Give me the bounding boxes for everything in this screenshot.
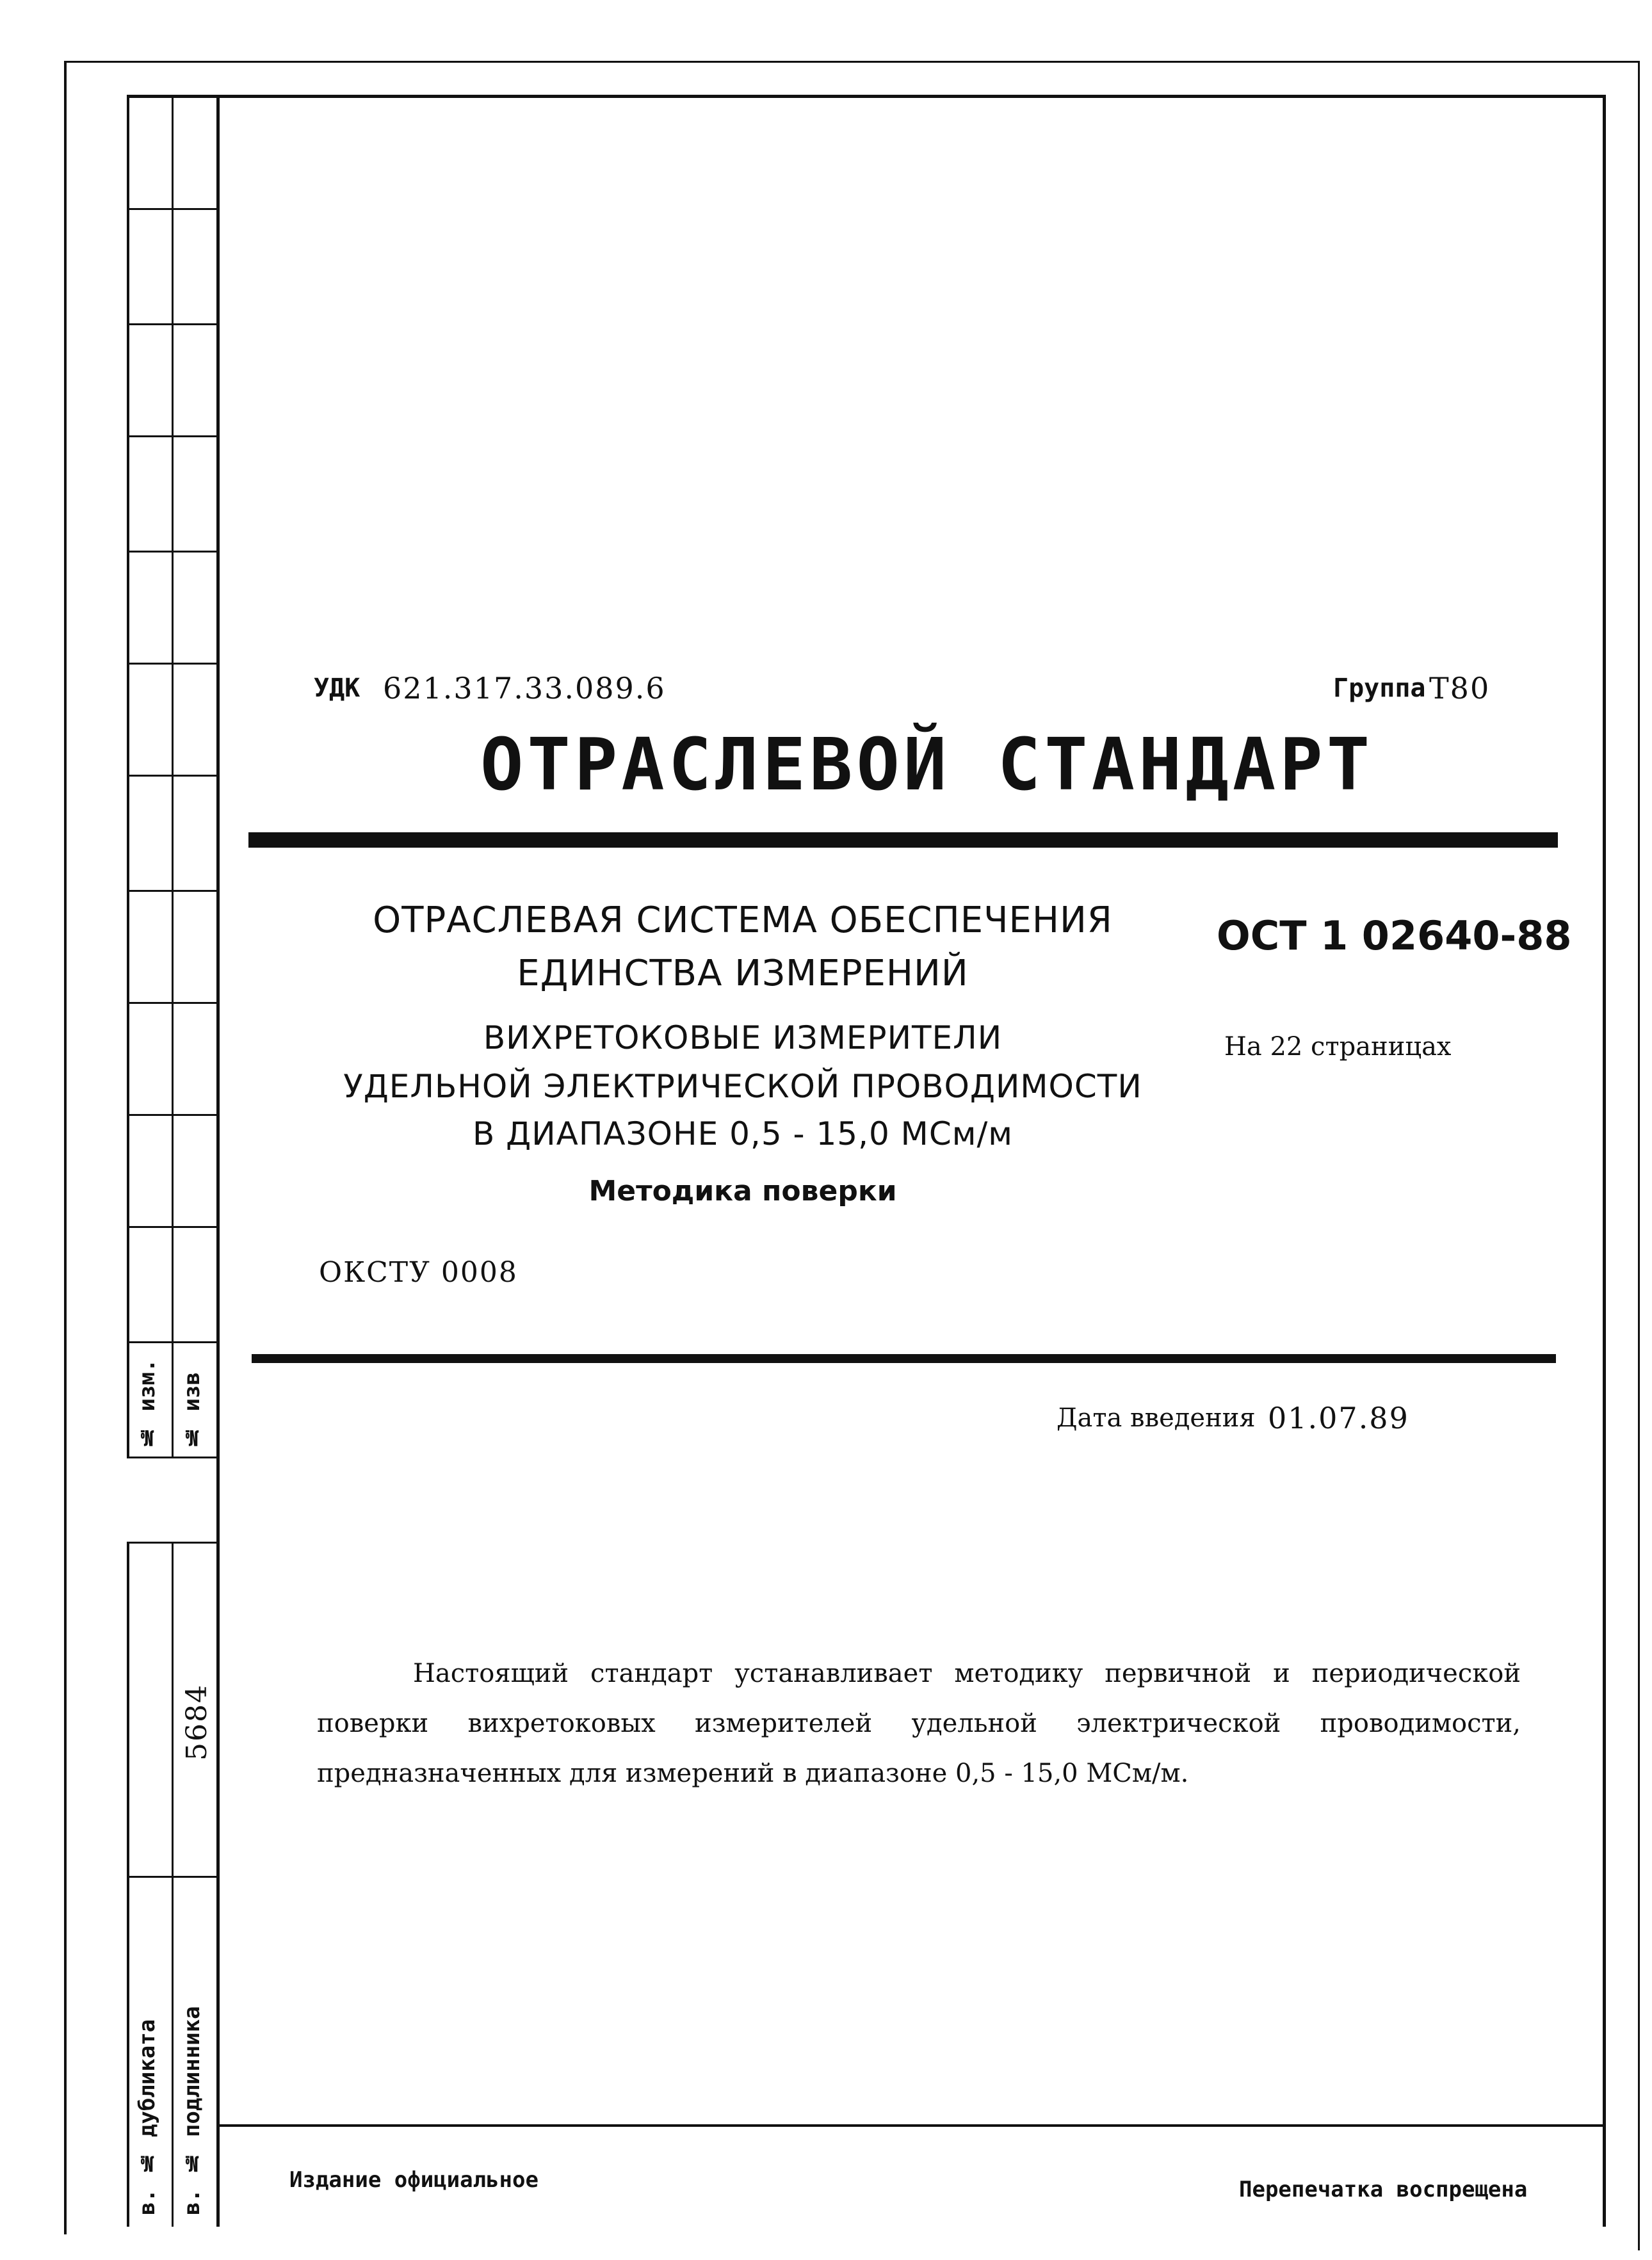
stamp-original-inv: в. № подлинника: [179, 2006, 205, 2215]
section-rule: [252, 1354, 1556, 1363]
frame-inner-top: [127, 95, 1606, 98]
body-text: [317, 1649, 1521, 1798]
subject-line-2: УДЕЛЬНОЙ ЭЛЕКТРИЧЕСКОЙ ПРОВОДИМОСТИ: [343, 1068, 1142, 1105]
stamp-row-line: [127, 551, 220, 553]
stamp-row-line: [127, 663, 220, 665]
page-count: На 22 страницах: [1224, 1032, 1452, 1061]
stamp-change-no: № изм.: [134, 1359, 160, 1450]
stamp-row-line: [127, 323, 220, 325]
stamp-duplicate-inv: в. № дубликата: [134, 2019, 160, 2215]
stamp-row-line: [127, 1002, 220, 1004]
stamp-col-mid: [172, 95, 174, 1458]
stamp-row-line: [127, 775, 220, 777]
system-line-1: ОТРАСЛЕВАЯ СИСТЕМА ОБЕСПЕЧЕНИЯ: [373, 900, 1113, 941]
system-line-2: ЕДИНСТВА ИЗМЕРЕНИЙ: [517, 953, 969, 994]
title-rule: [248, 832, 1558, 848]
stamp-col-left-lower: [127, 1542, 129, 2227]
frame-outer-left: [64, 61, 67, 2234]
stamp-divider-lower: [127, 1876, 220, 1878]
stamp-gap-bottom: [127, 1457, 220, 1458]
stamp-row-line: [127, 890, 220, 892]
udk-value: 621.317.33.089.6: [383, 671, 666, 706]
stamp-notice-no: № изв: [179, 1372, 205, 1450]
document-title: ОТРАСЛЕВОЙ СТАНДАРТ: [480, 723, 1374, 807]
ost-designation: ОСТ 1 02640-88: [1217, 912, 1572, 959]
footer-reprint-prohibited: Перепечатка воспрещена: [1239, 2177, 1528, 2202]
stamp-gap-top: [127, 1542, 220, 1544]
stamp-row-line: [127, 1114, 220, 1116]
stamp-row-line: [127, 208, 220, 210]
subject-line-3: В ДИАПАЗОНЕ 0,5 - 15,0 МСм/м: [472, 1115, 1014, 1152]
method-title: Методика поверки: [588, 1175, 897, 1207]
frame-outer-top: [64, 61, 1639, 63]
oksty-code: ОКСТУ 0008: [319, 1256, 518, 1289]
stamp-original-inv-no: 5684: [181, 1684, 213, 1761]
intro-date-label: Дата введения: [1057, 1403, 1256, 1433]
subject-line-1: ВИХРЕТОКОВЫЕ ИЗМЕРИТЕЛИ: [483, 1019, 1003, 1056]
group-value: Т80: [1429, 671, 1491, 706]
stamp-row-line: [127, 1341, 220, 1343]
footer-official-edition: Издание официальное: [289, 2167, 539, 2193]
frame-inner-right: [1603, 95, 1606, 2227]
intro-date-value: 01.07.89: [1268, 1401, 1409, 1435]
udk-label: УДК: [314, 674, 360, 703]
frame-inner-bottom: [216, 2124, 1606, 2127]
body-paragraph: Настоящий стандарт устанавливает методику первичной и периодической поверки вихретоковых измерителей удельной электрической проводимости, предназначенных для измерений в диапазоне 0,5 - 15,0 МСм/м.: [317, 1659, 1521, 1788]
stamp-row-line: [127, 1226, 220, 1228]
group-label: Группа: [1333, 674, 1426, 703]
frame-inner-left: [216, 95, 220, 2227]
frame-outer-right: [1638, 61, 1640, 2250]
stamp-col-mid-lower: [172, 1542, 174, 2227]
stamp-col-left: [127, 95, 129, 1458]
stamp-row-line: [127, 435, 220, 437]
